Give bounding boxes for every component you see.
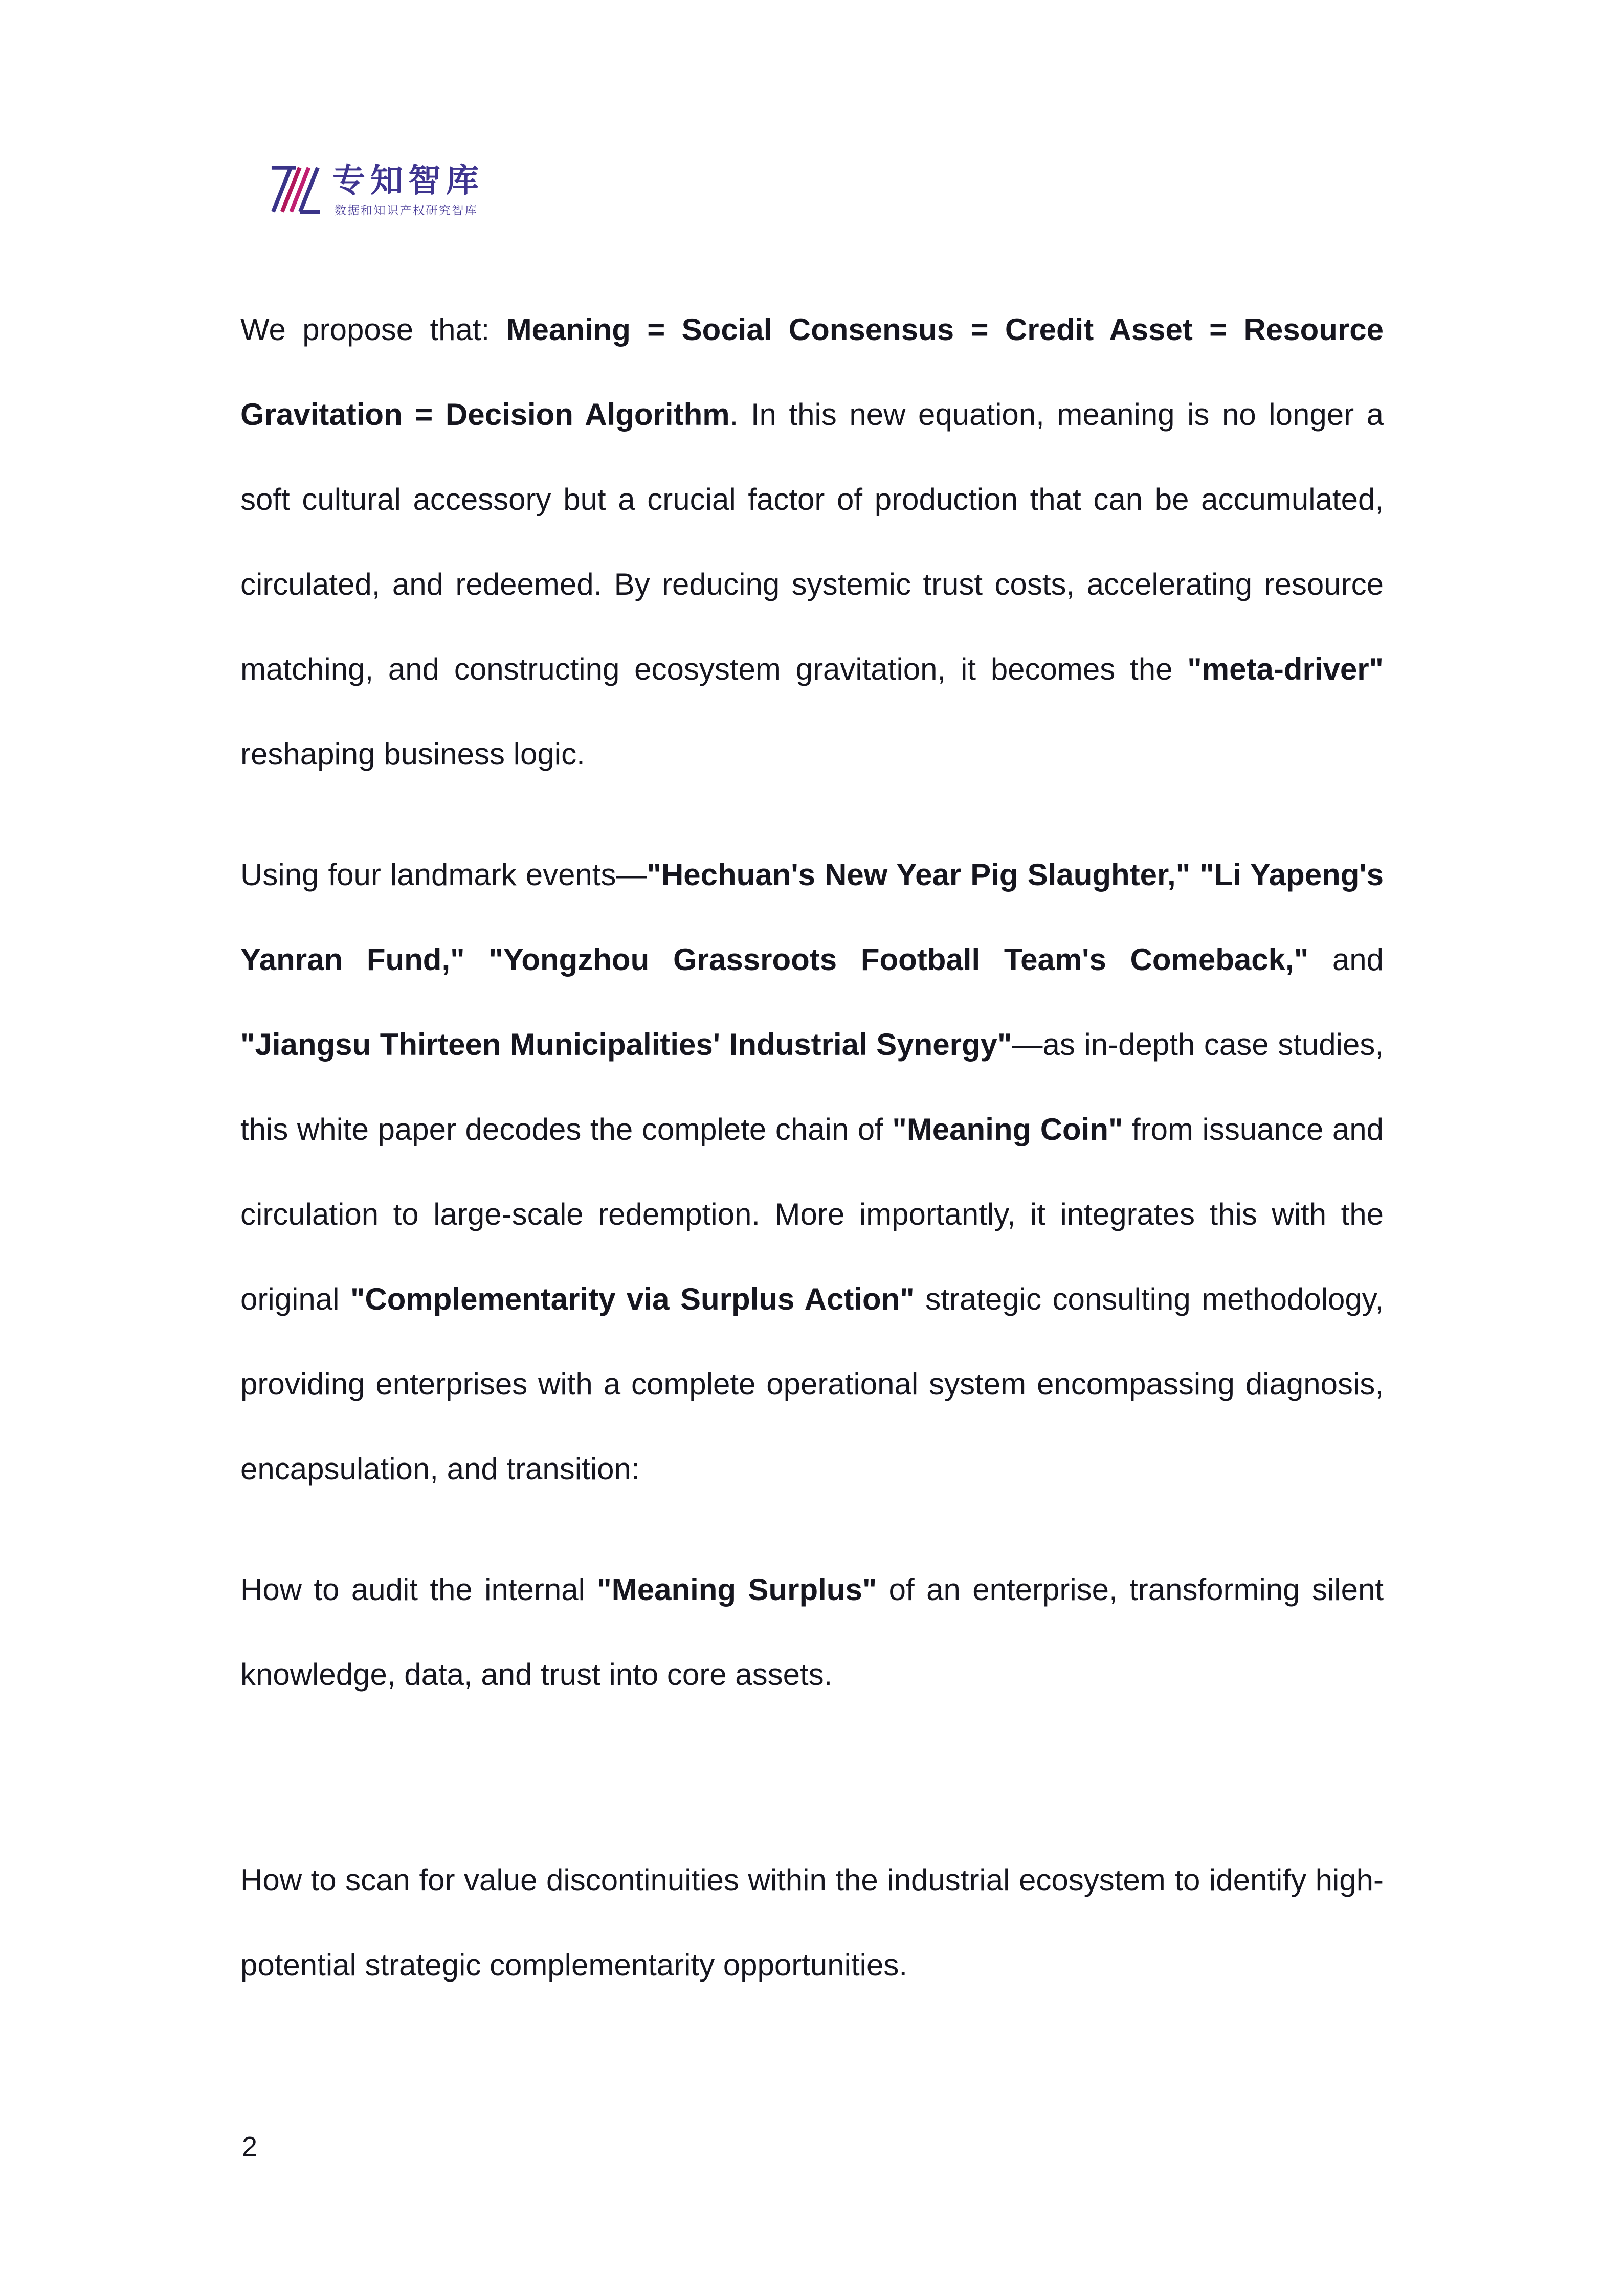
- bold-run: "Complementarity via Surplus Action": [350, 1282, 915, 1316]
- paragraph-3: [240, 1547, 1384, 1717]
- paragraph-2: [240, 832, 1384, 1512]
- text-run: . In this new equation, meaning is no longer a soft cultural accessory but a crucial factor of production that can be accumulated, circulated, and redeemed. By reducing systemic trust costs, accelerating resource matching, and constructing ecosystem gravitation, it becomes the: [240, 397, 1384, 686]
- text-run: Using four landmark events—: [240, 858, 647, 892]
- bold-run: "Jiangsu Thirteen Municipalities' Industrial Synergy": [240, 1027, 1012, 1062]
- text-run: We propose that:: [240, 312, 506, 347]
- document-body: [240, 287, 1384, 2008]
- logo-title: 专知智库: [332, 162, 484, 199]
- bold-run: Meaning = Social Consensus = Credit Asset = Resource Gravitation = Decision Algorithm: [240, 312, 1384, 432]
- bold-run: "Meaning Coin": [892, 1112, 1123, 1146]
- text-run: and: [1308, 942, 1384, 977]
- logo: [270, 162, 1384, 217]
- logo-text: [332, 162, 484, 217]
- page-number: 2: [242, 2131, 258, 2162]
- logo-subtitle: 数据和知识产权研究智库: [335, 204, 478, 217]
- bold-run: "meta-driver": [1187, 652, 1384, 686]
- text-run: —as in-depth case studies, this white paper decodes the complete chain of: [240, 1027, 1384, 1146]
- logo-mark-icon: [270, 165, 321, 215]
- text-run: How to audit the internal: [240, 1572, 597, 1607]
- text-run: strategic consulting methodology, providing enterprises with a complete operational system encompassing diagnosis, encapsulation, and transition:: [240, 1282, 1384, 1486]
- text-run: from issuance and circulation to large-scale redemption. More importantly, it integrates this with the original: [240, 1112, 1384, 1316]
- bold-run: "Meaning Surplus": [597, 1572, 877, 1607]
- text-run: How to scan for value discontinuities within the industrial ecosystem to identify high-potential strategic complementarity opportunities.: [240, 1863, 1384, 1982]
- paragraph-4: [240, 1838, 1384, 2008]
- paragraph-1: [240, 287, 1384, 797]
- text-run: of an enterprise, transforming silent knowledge, data, and trust into core assets.: [240, 1572, 1384, 1692]
- text-run: reshaping business logic.: [240, 737, 585, 771]
- bold-run: "Hechuan's New Year Pig Slaughter," "Li Yapeng's Yanran Fund," "Yongzhou Grassroots Football Team's Comeback,": [240, 858, 1384, 977]
